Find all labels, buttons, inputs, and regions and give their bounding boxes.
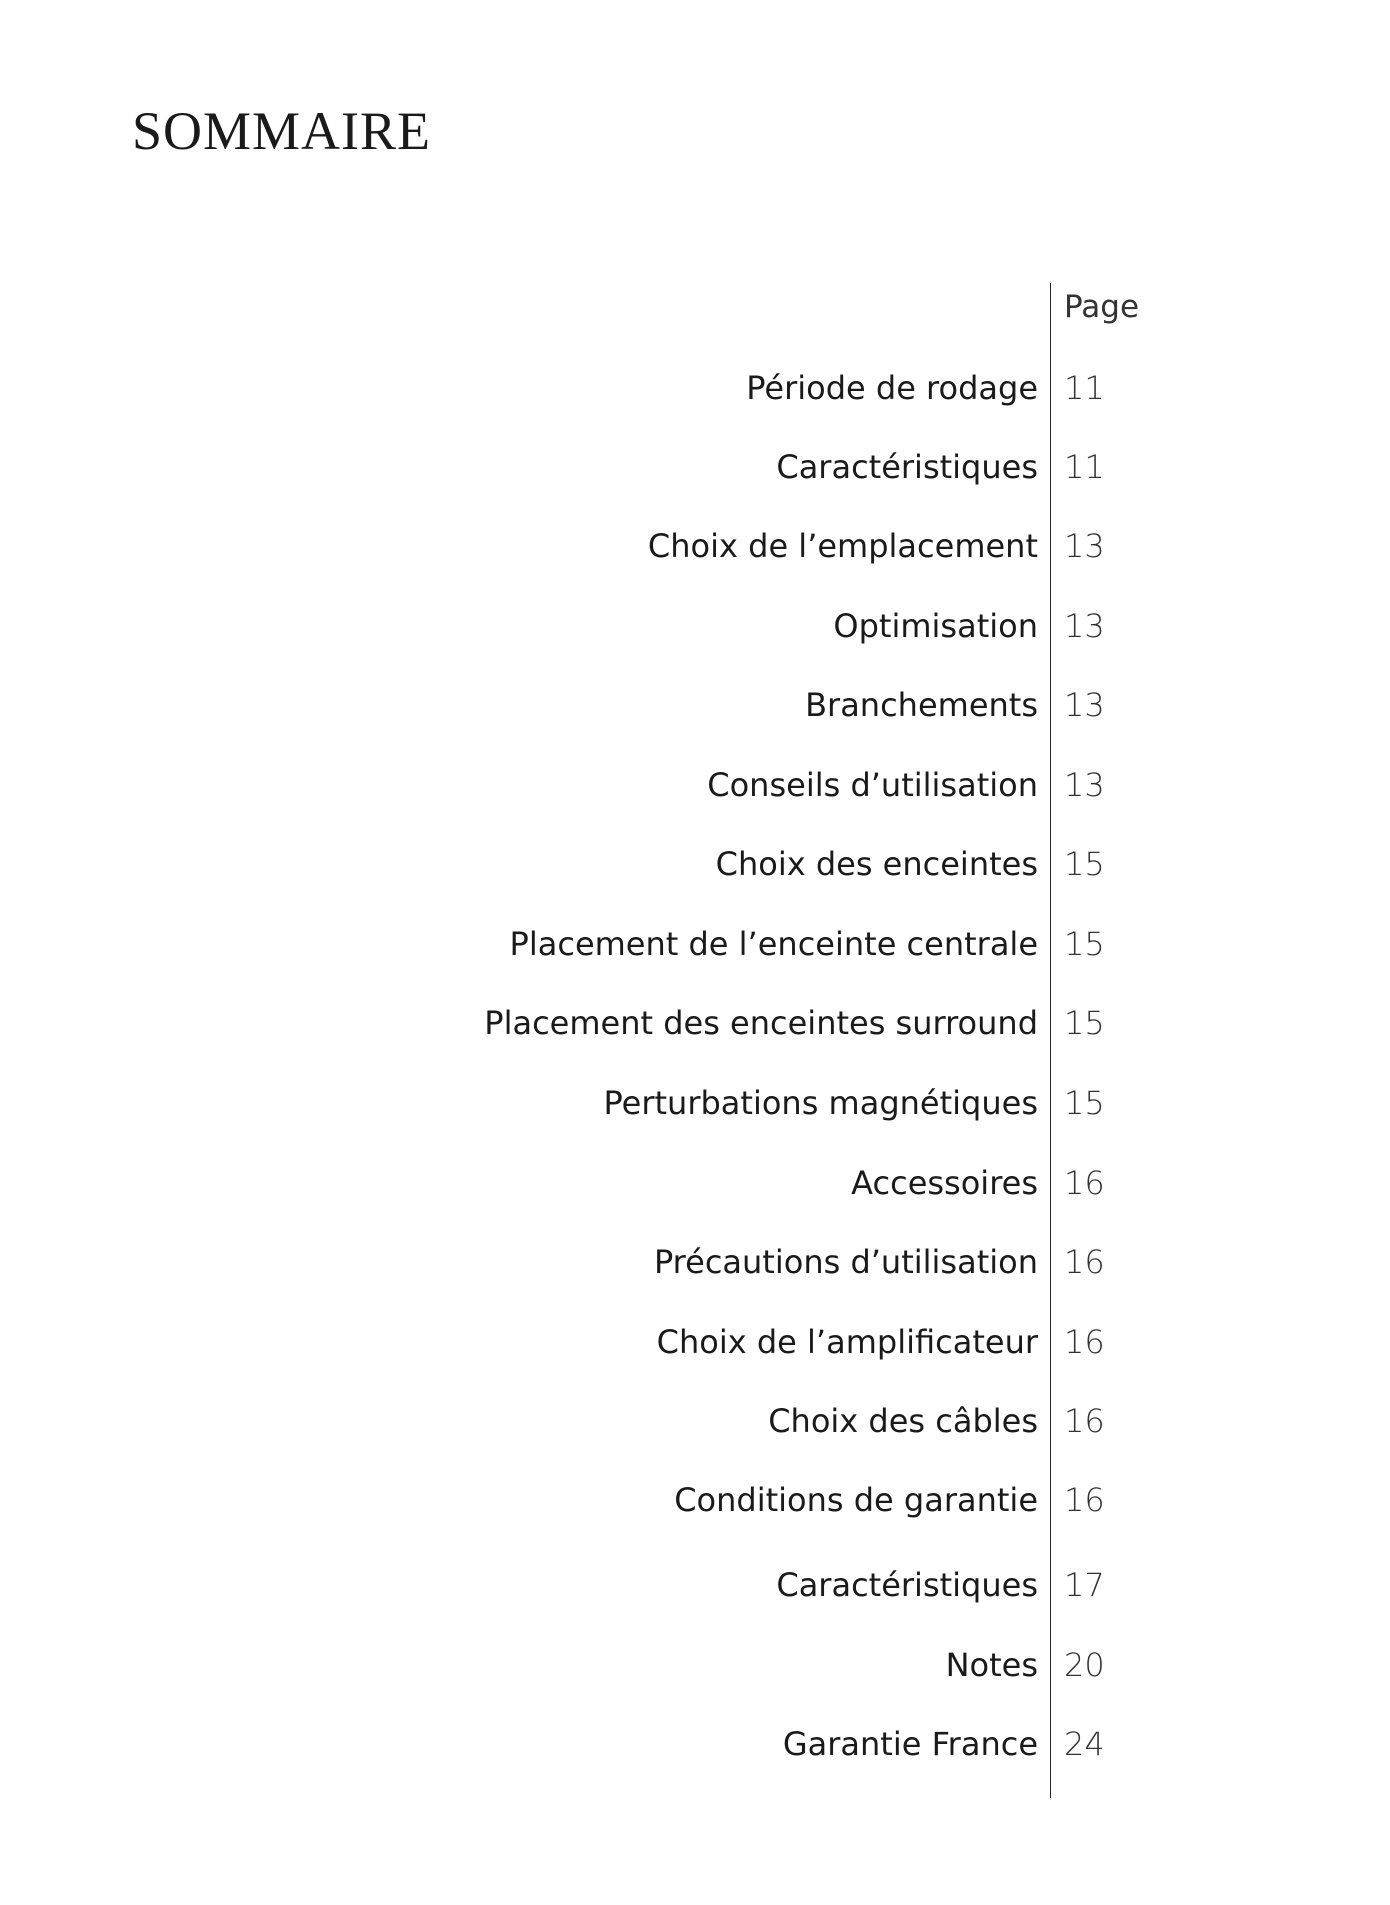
toc-entry-page-number[interactable]: 16 bbox=[1064, 1323, 1105, 1361]
toc-entry-label[interactable]: Caractéristiques bbox=[776, 1566, 1038, 1604]
toc-entry-label[interactable]: Précautions d’utilisation bbox=[653, 1243, 1038, 1281]
page-title: SOMMAIRE bbox=[132, 101, 432, 161]
toc-entry-label[interactable]: Branchements bbox=[805, 686, 1038, 724]
toc-entry-label[interactable]: Notes bbox=[945, 1646, 1038, 1684]
toc-entry-label[interactable]: Conseils d’utilisation bbox=[707, 766, 1038, 804]
toc-entry-label[interactable]: Placement de l’enceinte centrale bbox=[509, 925, 1038, 963]
toc-entry-page-number[interactable]: 15 bbox=[1064, 845, 1105, 883]
toc-entry-label[interactable]: Choix des enceintes bbox=[715, 845, 1038, 883]
toc-entry-label[interactable]: Conditions de garantie bbox=[674, 1481, 1038, 1519]
toc-entry-label[interactable]: Accessoires bbox=[851, 1164, 1038, 1202]
toc-entry-page-number[interactable]: 13 bbox=[1064, 686, 1105, 724]
toc-entry-page-number[interactable]: 20 bbox=[1064, 1646, 1105, 1684]
page-column-header: Page bbox=[1064, 289, 1140, 325]
toc-entry-page-number[interactable]: 24 bbox=[1064, 1725, 1105, 1763]
toc-entry-label[interactable]: Perturbations magnétiques bbox=[603, 1084, 1038, 1122]
toc-entry-page-number[interactable]: 13 bbox=[1064, 607, 1105, 645]
toc-entry-page-number[interactable]: 16 bbox=[1064, 1402, 1105, 1440]
toc-entry-page-number[interactable]: 16 bbox=[1064, 1164, 1105, 1202]
toc-entry-label[interactable]: Caractéristiques bbox=[776, 448, 1038, 486]
toc-entry-page-number[interactable]: 16 bbox=[1064, 1243, 1105, 1281]
toc-entry-page-number[interactable]: 16 bbox=[1064, 1481, 1105, 1519]
toc-entry-label[interactable]: Choix des câbles bbox=[768, 1402, 1038, 1440]
toc-entry-page-number[interactable]: 15 bbox=[1064, 1004, 1105, 1042]
toc-entry-page-number[interactable]: 15 bbox=[1064, 925, 1105, 963]
toc-entry-label[interactable]: Choix de l’amplificateur bbox=[656, 1323, 1038, 1361]
toc-entry-page-number[interactable]: 11 bbox=[1064, 369, 1105, 407]
toc-entry-label[interactable]: Garantie France bbox=[782, 1725, 1038, 1763]
toc-entry-label[interactable]: Placement des enceintes surround bbox=[484, 1004, 1038, 1042]
toc-entry-page-number[interactable]: 11 bbox=[1064, 448, 1105, 486]
toc-entry-page-number[interactable]: 13 bbox=[1064, 766, 1105, 804]
toc-entry-page-number[interactable]: 15 bbox=[1064, 1084, 1105, 1122]
toc-entry-page-number[interactable]: 13 bbox=[1064, 527, 1105, 565]
toc-entry-label[interactable]: Choix de l’emplacement bbox=[647, 527, 1038, 565]
toc-entry-page-number[interactable]: 17 bbox=[1064, 1566, 1105, 1604]
toc-entry-label[interactable]: Période de rodage bbox=[746, 369, 1038, 407]
toc-entry-label[interactable]: Optimisation bbox=[833, 607, 1038, 645]
